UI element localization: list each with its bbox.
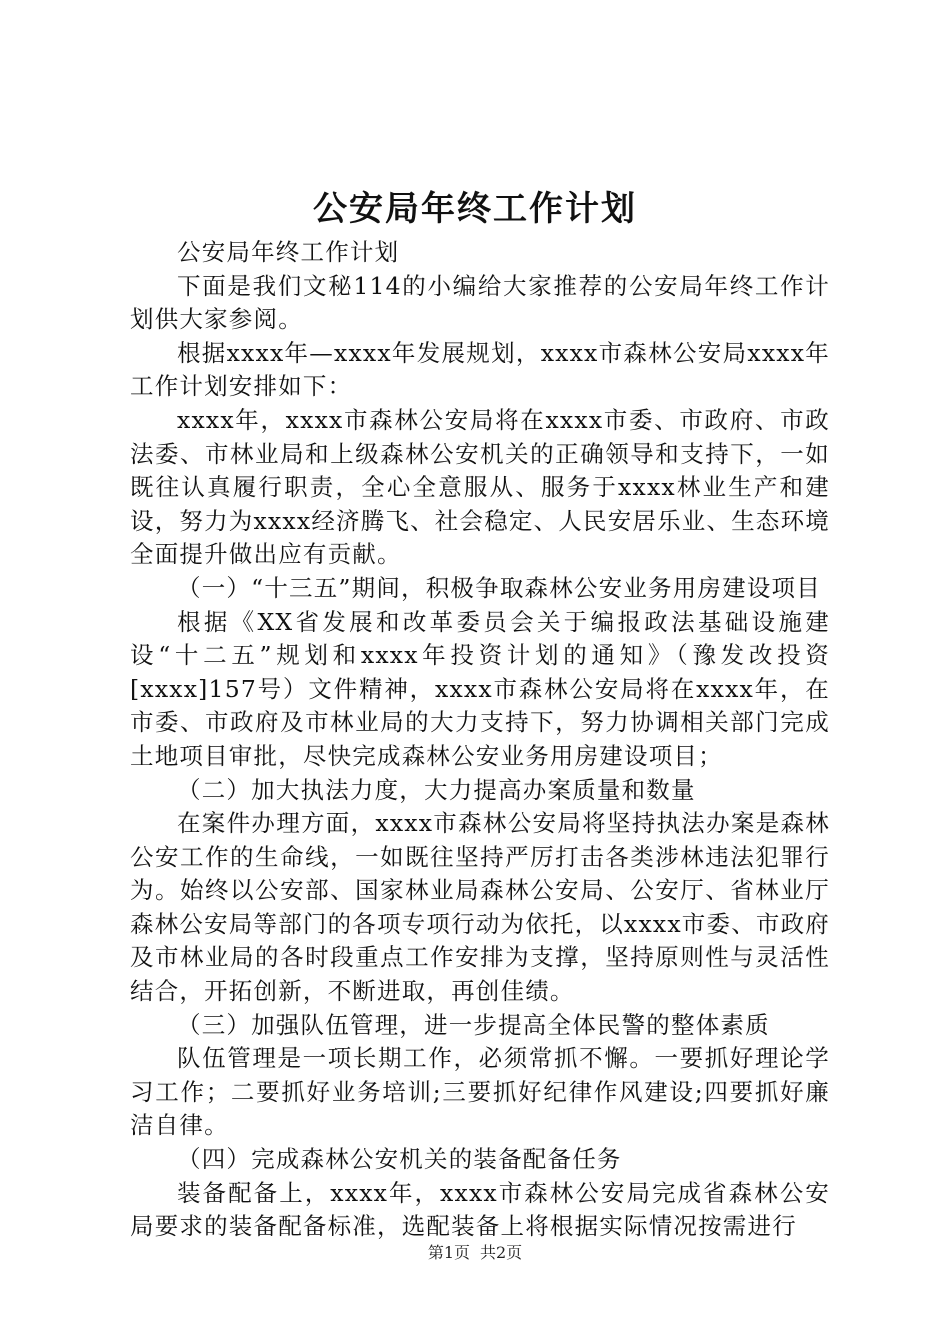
body-paragraph: 队伍管理是一项长期工作，必须常抓不懈。一要抓好理论学习工作；二要抓好业务培训;三要抓好纪律作风建设;四要抓好廉洁自律。	[130, 1044, 830, 1140]
section-heading: （四）完成森林公安机关的装备配备任务	[177, 1145, 622, 1174]
body-paragraph: xxxx年，xxxx市森林公安局将在xxxx市委、市政府、市政法委、市林业局和上级森林公安机关的正确领导和支持下，一如既往认真履行职责，全心全意服从、服务于xxxx林业生产和建设，努力为xxxx经济腾飞、社会稳定、人民安居乐业、生态环境全面提升做出应有贡献。	[130, 405, 831, 569]
page-footer	[0, 1242, 950, 1264]
body-paragraph: 公安局年终工作计划	[177, 238, 400, 266]
page-number: 第1页	[427, 1243, 470, 1262]
body-paragraph: 装备配备上，xxxx年，xxxx市森林公安局完成省森林公安局要求的装备配备标准，选配装备上将根据实际情况按需进行	[130, 1178, 830, 1241]
page-total: 共2页	[480, 1243, 523, 1262]
section-heading: （一）“十三五”期间，积极争取森林公安业务用房建设项目	[177, 573, 821, 602]
document-title: 公安局年终工作计划	[313, 189, 637, 229]
section-heading: （三）加强队伍管理，进一步提高全体民警的整体素质	[177, 1010, 770, 1039]
body-paragraph: 根据xxxx年—xxxx年发展规划，xxxx市森林公安局xxxx年工作计划安排如下：	[130, 338, 830, 401]
body-paragraph: 下面是我们文秘114的小编给大家推荐的公安局年终工作计划供大家参阅。	[130, 271, 830, 334]
body-paragraph: 根据《XX省发展和改革委员会关于编报政法基础设施建设“十二五”规划和xxxx年投资计划的通知》（豫发改投资[xxxx]157号）文件精神，xxxx市森林公安局将在xxxx年，在市委、市政府及市林业局的大力支持下，努力协调相关部门完成土地项目审批，尽快完成森林公安业务用房建设项目；	[130, 607, 830, 770]
body-paragraph: 在案件办理方面，xxxx市森林公安局将坚持执法办案是森林公安工作的生命线，一如既往坚持严厉打击各类涉林违法犯罪行为。始终以公安部、国家林业局森林公安局、公安厅、省林业厅森林公安局等部门的各项专项行动为依托，以xxxx市委、市政府及市林业局的各时段重点工作安排为支撑，坚持原则性与灵活性结合，开拓创新，不断进取，再创佳绩。	[130, 809, 831, 1006]
section-heading: （二）加大执法力度，大力提高办案质量和数量	[177, 775, 696, 804]
document-body	[130, 236, 830, 1244]
